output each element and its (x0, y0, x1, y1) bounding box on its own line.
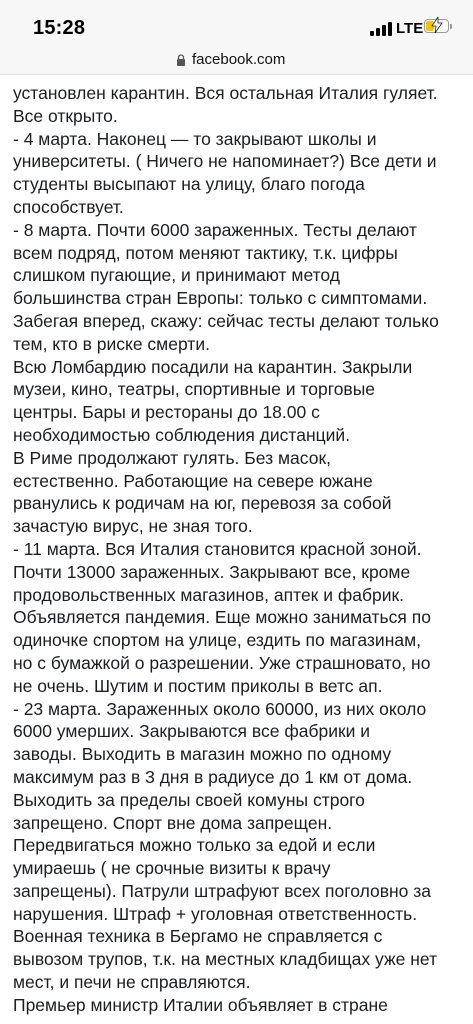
post-line: зачастую вирус, не зная того. (13, 516, 253, 537)
post-line: слишком пугающие, и принимают метод (13, 265, 340, 286)
network-type: LTE (396, 20, 424, 37)
post-line: мест, и печи не справляются. (13, 972, 251, 993)
post-line: - 4 марта. Наконец — то закрывают школы и (13, 128, 377, 149)
post-line: запрещено. Спорт вне дома запрещен. (13, 812, 333, 833)
post-line: необходимостью соблюдения дистанций. (13, 424, 351, 445)
post-line: Всю Ломбардию посадили на карантин. Закрыли (13, 356, 413, 377)
post-line: 6000 умерших. Закрываются все фабрики и (13, 721, 371, 742)
post-line: В Риме продолжают гулять. Без масок, (13, 447, 331, 468)
post-line: заводы. Выходить в магазин можно по одному (13, 744, 392, 765)
post-line: Премьер министр Италии объявляет в стране (13, 994, 388, 1015)
status-bar (0, 0, 473, 46)
post-line: большинства стран Европы: только с симптомами. (13, 288, 428, 309)
post-line: университеты. ( Ничего не напоминает?) Все дети и (13, 151, 437, 172)
post-line: - 8 марта. Почти 6000 зараженных. Тесты делают (13, 219, 417, 240)
post-line: - 23 марта. Зараженных около 60000, из них около (13, 698, 427, 719)
status-time: 15:28 (33, 17, 86, 39)
post-line: - 11 марта. Вся Италия становится красной зоной. (13, 538, 422, 559)
post-line: но с бумажкой о разрешении. Уже страшновато, но (13, 652, 431, 673)
post-line: способствует. (13, 196, 124, 217)
browser-address-bar[interactable] (0, 46, 473, 75)
post-line: Передвигаться можно только за едой и если (13, 835, 376, 856)
signal-icon (370, 22, 392, 36)
lock-icon (176, 54, 186, 66)
url-text: facebook.com (192, 51, 286, 68)
battery-charging-icon (424, 19, 449, 33)
post-line: вывозом трупов, т.к. на местных кладбищах уже нет (13, 949, 438, 970)
post-line: нарушения. Штраф + уголовная ответственность. (13, 903, 418, 924)
post-line: всем подряд, потом меняют тактику, т.к. цифры (13, 242, 398, 263)
post-line: Все открыто. (13, 105, 118, 126)
post-line: центры. Бары и рестораны до 18.00 с (13, 402, 320, 423)
post-line: умираешь ( не срочные визиты к врачу (13, 858, 331, 879)
post-line: тем, кто в риске смерти. (13, 333, 210, 354)
post-line: установлен карантин. Вся остальная Италия гуляет. (13, 83, 438, 103)
post-line: естественно. Работающие на севере южане (13, 470, 373, 491)
post-line: Объявляется пандемия. Еще можно заниматься по (13, 607, 431, 628)
post-line: студенты высыпают на улицу, благо погода (13, 174, 365, 195)
post-line: максимум раз в 3 дня в радиусе до 1 км от дома. (13, 766, 413, 787)
post-line: не очень. Шутим и постим приколы в ветс ап. (13, 675, 383, 696)
post-line: Почти 13000 зараженных. Закрывают все, кроме (13, 561, 411, 582)
post-line: Военная техника в Бергамо не справляется с (13, 926, 383, 947)
post-line: одиночке спортом на улице, ездить по магазинам, (13, 630, 421, 651)
post-line: Выходить за пределы своей комуны строго (13, 789, 365, 810)
post-line: музеи, кино, театры, спортивные и торговые (13, 379, 376, 400)
post-line: продовольственных магазинов, аптек и фабрик. (13, 584, 405, 605)
post-text (13, 82, 465, 1017)
post-line: запрещены). Патрули штрафуют всех поголовно за (13, 880, 432, 901)
post-line: Забегая вперед, скажу: сейчас тесты делают только (13, 310, 439, 331)
post-line: рванулись к родичам на юг, перевозя за собой (13, 493, 392, 514)
